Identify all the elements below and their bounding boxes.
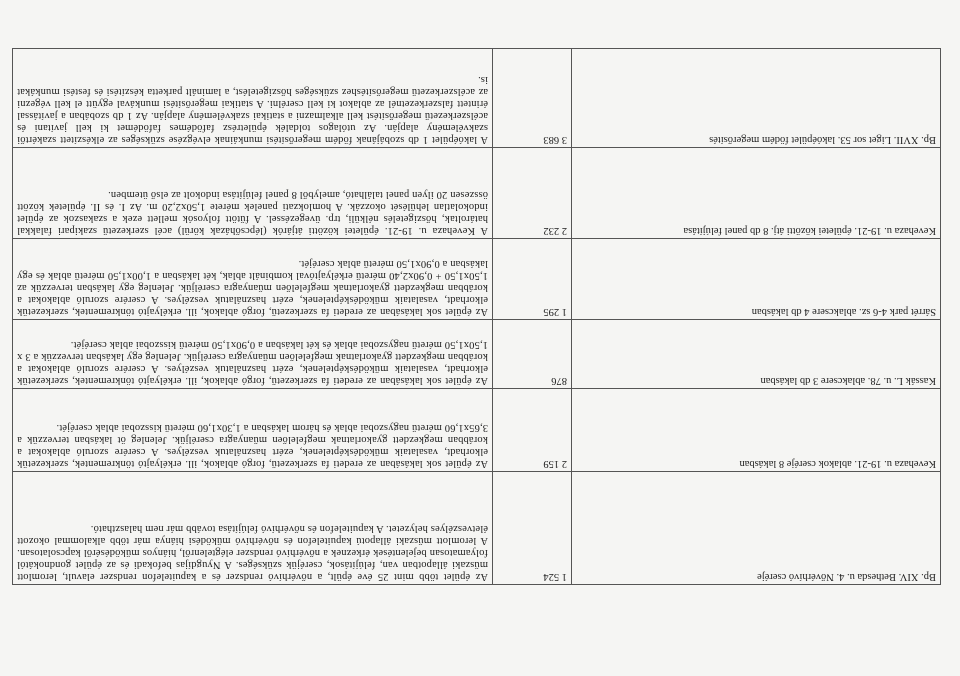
description-cell: Az épület sok lakásában az eredeti fa szerkezetű, forgó ablakok, ill. erkélyajtó tönkrementek, szerkezetük elkorhadt, vasalataik működésképtelenek, ezért használatuk veszélyes. A cserére szoruló ablakokat a korábban megkezdett gyakorlatnak megfelelően műanyagra cseréljük. Jelenleg öt lakásban tervezzük a 3,65x1,60 méretű nagyszobai ablak és három lakásban a 1,30x1,60 méretű kisszobai ablak cseréjét. bbox=[13, 389, 493, 472]
renovation-table bbox=[12, 48, 941, 585]
amount-cell: 2 159 bbox=[493, 389, 572, 472]
amount-cell: 2 232 bbox=[493, 148, 572, 239]
description-cell: A Kevehaza u. 19-21. épületei közötti átjárók (lépcsőházak körül) acél szerkezetű szakipari falakkal határoltak, hőszigetelés nélküli, trp. üvegezéssel. A fűtött folyosók mellett ezek a szakaszok az épület indokolatlan lehűlését okozzák. A homlokzati panelek mérete 1,50x2,20 m. Az I. és II. épületek között összesen 20 ilyen panel található, amelyből 8 panel felújítása indokolt az első ütemben. bbox=[13, 148, 493, 239]
amount-cell: 1 295 bbox=[493, 239, 572, 320]
location-cell: Bp. XIV. Bethesda u. 4. Nővérhívó cseréje bbox=[572, 472, 941, 585]
location-cell: Sárrét park 4-6 sz. ablakcsere 4 db lakásban bbox=[572, 239, 941, 320]
description-cell: A lakóépület 1 db szobájának födém megerősítési munkáinak elvégzése szükséges az elkészített szakértői szakvélemény alapján. Az utólagos toldalék épületrész fafödémes fafödémet ki kell javítani és acélszerkezetű megerősítést kell alkalmazni a statikai szakvélemény alapján. Az 1 db szobában a javítással érintett falszerkezetnél az ablakot ki kell cserélni. A statikai megerősítési munkával együtt el kell végezni az acélszerkezetű megerősítéshez szükséges hőszigetelést, a laminált parketta készítési és festési munkákat is. bbox=[13, 49, 493, 148]
table-row bbox=[13, 389, 941, 472]
description-cell: Az épület sok lakásában az eredeti fa szerkezetű, forgó ablakok, ill. erkélyajtó tönkrementek, szerkezetük elkorhadt, vasalataik működésképtelenek, ezért használatuk veszélyes. A cserére szoruló ablakokat a korábban megkezdett gyakorlatnak megfelelően műanyagra cseréljük. Jelenleg egy lakásban tervezzük az 1,50x1,50 + 0,90x2,40 méretű erkélyajtóval kombinált ablak, két lakásban a 1,00x1,50 méretű ablak és egy lakásban a 0,90x1,50 méretű ablak cseréjét. bbox=[13, 239, 493, 320]
location-cell: Bp. XVII. Liget sor 53. lakóépület födém megerősítés bbox=[572, 49, 941, 148]
description-cell: Az épület sok lakásában az eredeti fa szerkezetű, forgó ablakok, ill. erkélyajtó tönkrementek, szerkezetük elkorhadt, vasalataik működésképtelenek, ezért használatuk veszélyes. A cserére szoruló ablakokat a korábban megkezdett gyakorlatnak megfelelően műanyagra cseréljük. Jelenleg egy lakásban tervezzük a 3 x 1,50x1,50 méretű nagyszobai ablak és két lakásban a 0,90x1,50 méretű kisszobai ablak cseréjét. bbox=[13, 320, 493, 389]
description-cell: Az épület több mint 25 éve épült, a nővérhívó rendszer és a kapuitelefon rendszer elavult, leromlott műszaki állapotban van, felújítások, cseréjük szükséges. A Nyugdíjas befokadi és az épület gondnokától folyamatosan bejelentések érkeznek a nővérhívó rendszer elégtelenről, hiányos működéséről kapcsolatosan. A leromlott műszaki állapotú kapuitelefon és nővérhívó működési hiánya már több alkalommal okozott életveszélyes helyzetet. A kapuitelefon és nővérhívó felújítása tovább már nem halasztható. bbox=[13, 472, 493, 585]
location-cell: Kevehaza u. 19-21. épületei közötti átj. 8 db panel felújítása bbox=[572, 148, 941, 239]
location-cell: Kassák L. u. 78. ablakcsere 3 db lakásban bbox=[572, 320, 941, 389]
amount-cell: 3 683 bbox=[493, 49, 572, 148]
amount-cell: 1 524 bbox=[493, 472, 572, 585]
table-row bbox=[13, 320, 941, 389]
table-row bbox=[13, 49, 941, 148]
table-row bbox=[13, 148, 941, 239]
table-row bbox=[13, 472, 941, 585]
location-cell: Kevehaza u. 19-21. ablakok cseréje 8 lakásban bbox=[572, 389, 941, 472]
table-row bbox=[13, 239, 941, 320]
amount-cell: 876 bbox=[493, 320, 572, 389]
